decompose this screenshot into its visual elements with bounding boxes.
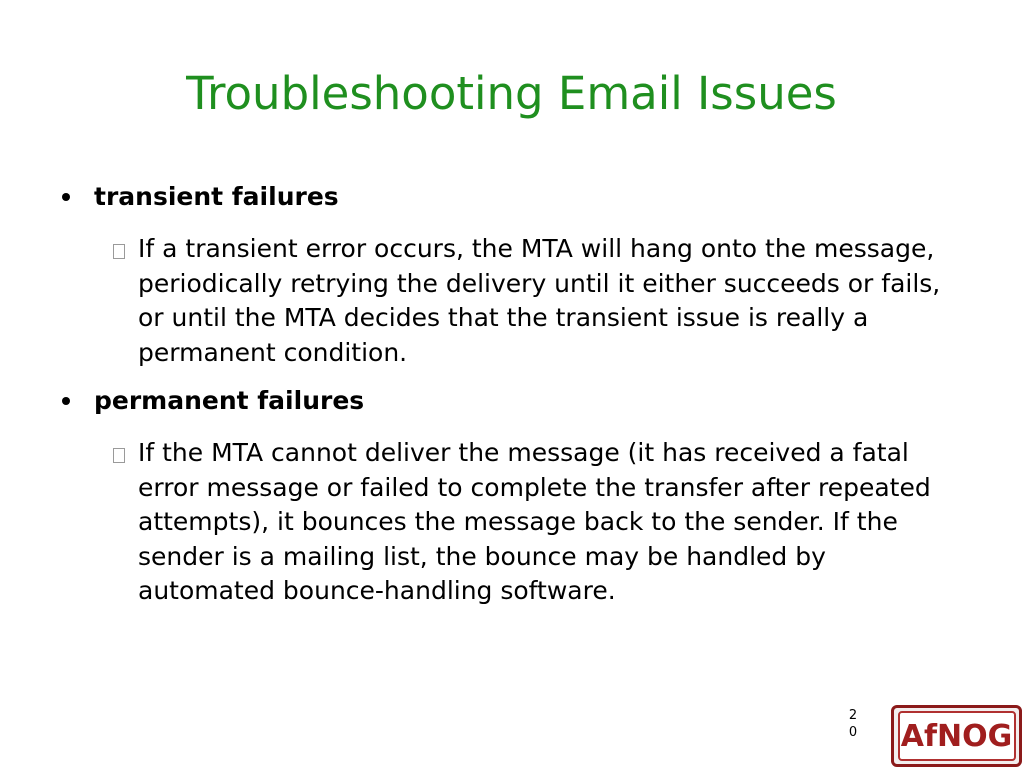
page-number: 20 — [848, 708, 858, 740]
sub-bullet-text: If the MTA cannot deliver the message (it has received a fatal error message or failed to complete the transfer after repeated attempts), it bounces the message back to the sender. If the sender is a mailing list, the bounce may be handled by automated bounce-handling software. — [138, 438, 931, 605]
afnog-logo — [891, 705, 1022, 767]
sub-bullet-text: If a transient error occurs, the MTA will hang onto the message, periodically retrying the delivery until it either succeeds or fails, or until the MTA decides that the transient issue is really a permanent condition. — [138, 234, 941, 367]
bullet-item-transient — [62, 182, 339, 212]
bullet-heading: transient failures — [94, 182, 339, 211]
logo-text: AfNOG — [900, 718, 1013, 754]
sub-bullet-box-icon — [113, 448, 125, 463]
bullet-dot-icon — [62, 397, 70, 405]
sub-bullet-permanent — [113, 436, 973, 609]
sub-bullet-box-icon — [113, 244, 125, 259]
slide-title: Troubleshooting Email Issues — [186, 67, 837, 120]
bullet-heading: permanent failures — [94, 386, 365, 415]
sub-bullet-transient — [113, 232, 973, 370]
bullet-dot-icon — [62, 193, 70, 201]
logo-frame — [898, 711, 1016, 761]
bullet-item-permanent — [62, 386, 364, 416]
